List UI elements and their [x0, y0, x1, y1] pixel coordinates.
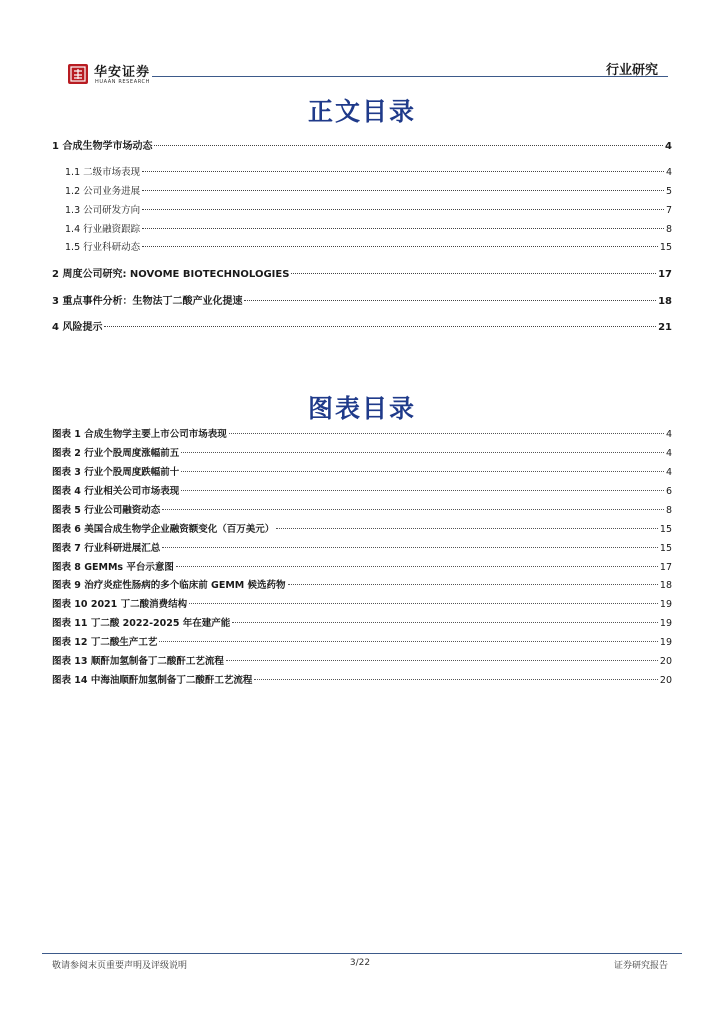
toc-leader-dots: [104, 326, 656, 327]
figure-entry-label: 图表 5 行业公司融资动态: [52, 505, 161, 516]
toc-entry[interactable]: [65, 221, 672, 235]
figure-entry[interactable]: [52, 615, 672, 629]
figure-entry-page: 4: [665, 448, 672, 459]
toc-leader-dots: [291, 273, 656, 274]
figure-leader-dots: [226, 660, 658, 661]
logo-chinese-name: 华安证券: [94, 65, 151, 80]
figure-entry-label: 图表 13 顺酐加氢制备丁二酸酐工艺流程: [52, 656, 224, 667]
toc-title: 正文目录: [307, 97, 416, 126]
figure-entry[interactable]: [52, 445, 672, 459]
huaan-seal-logo-icon: [68, 64, 88, 84]
toc-entry[interactable]: [52, 265, 672, 280]
figure-entry[interactable]: [52, 540, 672, 554]
figure-entry-label: 图表 4 行业相关公司市场表现: [52, 486, 180, 497]
toc-leader-dots: [244, 300, 656, 301]
figure-leader-dots: [276, 528, 658, 529]
figure-entry-page: 8: [665, 505, 672, 516]
figure-entry-page: 20: [659, 656, 672, 667]
figure-entry-label: 图表 10 2021 丁二酸消费结构: [52, 599, 188, 610]
figure-entry[interactable]: [52, 634, 672, 648]
toc-leader-dots: [142, 228, 664, 229]
page-number: 3/22: [349, 958, 371, 968]
figure-leader-dots: [162, 547, 658, 548]
figure-entry-label: 图表 12 丁二酸生产工艺: [52, 637, 158, 648]
toc-entry[interactable]: [52, 292, 672, 307]
figure-entry-page: 19: [659, 637, 672, 648]
figure-entry-page: 17: [659, 562, 672, 573]
figure-leader-dots: [254, 679, 658, 680]
toc-entry-label: 2 周度公司研究: NOVOME BIOTECHNOLOGIES: [52, 269, 290, 280]
footer-disclaimer: 敬请参阅末页重要声明及评级说明: [52, 961, 188, 971]
figure-list-title: 图表目录: [307, 394, 416, 423]
figure-entry-label: 图表 6 美国合成生物学企业融资额变化（百万美元）: [52, 524, 275, 535]
figure-entry-page: 6: [665, 486, 672, 497]
figure-entry-label: 图表 8 GEMMs 平台示意图: [52, 562, 174, 573]
toc-entry-label: 1 合成生物学市场动态: [52, 141, 153, 152]
figure-entry[interactable]: [52, 464, 672, 478]
figure-entry-label: 图表 14 中海油顺酐加氢制备丁二酸酐工艺流程: [52, 675, 253, 686]
toc-entry[interactable]: [65, 202, 672, 216]
figure-entry[interactable]: [52, 521, 672, 535]
toc-leader-dots: [142, 246, 658, 247]
figure-entry[interactable]: [52, 672, 672, 686]
toc-entry-page: 18: [658, 296, 672, 307]
figure-entry-page: 4: [665, 429, 672, 440]
figure-entry-page: 15: [659, 543, 672, 554]
toc-leader-dots: [154, 145, 663, 146]
toc-entry-page: 5: [665, 186, 672, 197]
toc-entry-label: 1.1 二级市场表现: [65, 167, 141, 178]
toc-entry-label: 4 风险提示: [52, 322, 103, 333]
figure-entry[interactable]: [52, 596, 672, 610]
figure-entry-page: 19: [659, 599, 672, 610]
figure-leader-dots: [181, 452, 664, 453]
figure-leader-dots: [189, 603, 658, 604]
figure-leader-dots: [229, 433, 664, 434]
figure-entry[interactable]: [52, 559, 672, 573]
header-divider: [152, 76, 668, 77]
toc-entry[interactable]: [65, 164, 672, 178]
toc-entry-page: 4: [665, 141, 672, 152]
page-header: [0, 0, 724, 90]
toc-leader-dots: [142, 209, 664, 210]
figure-entry-label: 图表 1 合成生物学主要上市公司市场表现: [52, 429, 227, 440]
figure-leader-dots: [181, 471, 664, 472]
logo-english-name: HUAAN RESEARCH: [95, 79, 150, 85]
page-footer: [52, 958, 668, 972]
figure-entry-page: 4: [665, 467, 672, 478]
figure-leader-dots: [181, 490, 664, 491]
figure-entry-page: 19: [659, 618, 672, 629]
figure-entry-label: 图表 11 丁二酸 2022-2025 年在建产能: [52, 618, 231, 629]
figure-entry[interactable]: [52, 483, 672, 497]
toc-leader-dots: [142, 190, 664, 191]
figure-leader-dots: [159, 641, 658, 642]
figure-entry-label: 图表 7 行业科研进展汇总: [52, 543, 161, 554]
toc-entry-label: 1.2 公司业务进展: [65, 186, 141, 197]
figure-entry-label: 图表 3 行业个股周度跌幅前十: [52, 467, 180, 478]
figure-entry[interactable]: [52, 502, 672, 516]
figure-entry[interactable]: [52, 653, 672, 667]
toc-entry-label: 3 重点事件分析：生物法丁二酸产业化提速: [52, 296, 243, 307]
figure-leader-dots: [176, 566, 658, 567]
toc-entry-label: 1.4 行业融资跟踪: [65, 224, 141, 235]
footer-report-type: 证券研究报告: [613, 961, 668, 971]
figure-entry[interactable]: [52, 426, 672, 440]
toc-entry-page: 7: [665, 205, 672, 216]
toc-entry-label: 1.5 行业科研动态: [65, 242, 141, 253]
figure-entry[interactable]: [52, 577, 672, 591]
toc-entry[interactable]: [65, 183, 672, 197]
toc-entry[interactable]: [52, 137, 672, 152]
toc-entry-page: 17: [658, 269, 672, 280]
toc-entry-label: 1.3 公司研发方向: [65, 205, 141, 216]
figure-leader-dots: [232, 622, 658, 623]
footer-divider: [42, 953, 682, 954]
figure-entry-label: 图表 9 治疗炎症性肠病的多个临床前 GEMM 候选药物: [52, 580, 286, 591]
toc-entry-page: 8: [665, 224, 672, 235]
toc-entry[interactable]: [65, 239, 672, 253]
toc-leader-dots: [142, 171, 664, 172]
figure-entry-page: 20: [659, 675, 672, 686]
report-category-tag: 行业研究: [605, 63, 658, 78]
figure-entry-page: 18: [659, 580, 672, 591]
toc-entry[interactable]: [52, 318, 672, 333]
figure-leader-dots: [162, 509, 664, 510]
figure-entry-page: 15: [659, 524, 672, 535]
toc-entry-page: 21: [658, 322, 672, 333]
figure-leader-dots: [288, 584, 658, 585]
figure-entry-label: 图表 2 行业个股周度涨幅前五: [52, 448, 180, 459]
toc-entry-page: 15: [659, 242, 672, 253]
toc-entry-page: 4: [665, 167, 672, 178]
